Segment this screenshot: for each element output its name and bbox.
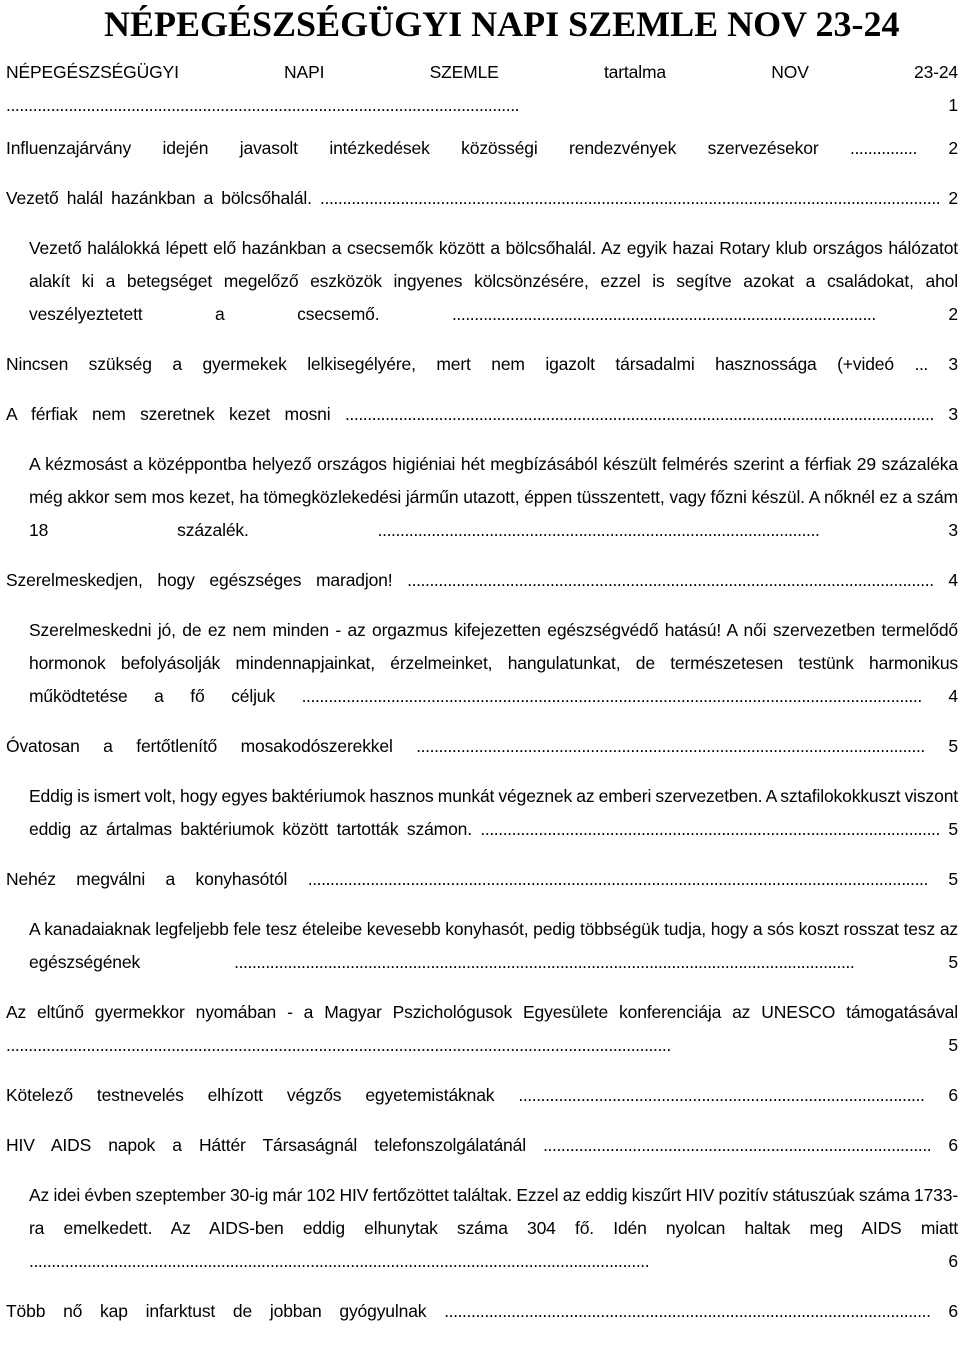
dot-leader: ... <box>914 354 928 374</box>
toc-entry-page: 5 <box>948 736 958 756</box>
toc-entry-page: 1 <box>948 95 958 115</box>
toc-entry-text: Eddig is ismert volt, hogy egyes baktériumok hasznos munkát végeznek az emberi szervezetben. A sztafilokokkuszt viszont eddig az ártalmas baktériumok között tartották számon. <box>29 786 958 839</box>
document-title: NÉPEGÉSZSÉGÜGYI NAPI SZEMLE NOV 23-24 <box>104 4 900 44</box>
toc-entry[interactable] <box>6 1179 958 1278</box>
toc-entry-text: Az idei évben szeptember 30-ig már 102 HIV fertőzöttet találtak. Ezzel az eddig kiszűrt HIV pozitív státuszúak száma 1733-ra emelkedett. Az AIDS-ben eddig elhunytak száma 304 fő. Idén nyolcan haltak meg AIDS miatt <box>29 1185 958 1238</box>
dot-leader: ............... <box>850 138 917 158</box>
dot-leader: ........................................................................................... <box>518 1085 925 1105</box>
toc-entry-page: 2 <box>948 188 958 208</box>
toc-entry-text: NÉPEGÉSZSÉGÜGYI NAPI SZEMLE tartalma NOV 23-24 <box>6 62 958 82</box>
toc-entry[interactable] <box>6 1129 958 1162</box>
toc-entry[interactable] <box>6 56 958 122</box>
toc-entry[interactable] <box>6 348 958 381</box>
dot-leader: ........................................................................................................................................... <box>29 1251 650 1271</box>
dot-leader: ........................................................................................................................................... <box>234 952 855 972</box>
dot-leader: ....................................................................................................... <box>480 819 940 839</box>
toc-entry[interactable] <box>6 996 958 1062</box>
toc-entry-page: 5 <box>948 1035 958 1055</box>
toc-entry-page: 6 <box>948 1251 958 1271</box>
toc-entry[interactable] <box>6 448 958 547</box>
toc-entry-page: 5 <box>948 869 958 889</box>
toc-entry[interactable] <box>6 780 958 846</box>
toc-entry[interactable] <box>6 614 958 713</box>
toc-entry-page: 2 <box>948 304 958 324</box>
toc-entry-page: 4 <box>948 570 958 590</box>
toc-entry-page: 6 <box>948 1301 958 1321</box>
toc-entry-page: 6 <box>948 1135 958 1155</box>
dot-leader: ........................................................................................................................................... <box>307 869 928 889</box>
dot-leader: .................................................................................................................................... <box>344 404 934 424</box>
toc-entry-text: Óvatosan a fertőtlenítő mosakodószerekkel <box>6 736 393 756</box>
toc-entry-page: 5 <box>948 819 958 839</box>
toc-entry[interactable] <box>6 132 958 165</box>
toc-entry-text: Influenzajárvány idején javasolt intézkedések közösségi rendezvények szervezésekor <box>6 138 819 158</box>
toc-entry-text: Az eltűnő gyermekkor nyomában - a Magyar Pszichológusok Egyesülete konferenciája az UNESCO támogatásával <box>6 1002 958 1022</box>
dot-leader: ............................................................................................................. <box>444 1301 931 1321</box>
dot-leader: ................................................................................................... <box>377 520 820 540</box>
dot-leader: ........................................................................................................................................... <box>320 188 941 208</box>
toc-entry[interactable] <box>6 398 958 431</box>
toc-entry[interactable] <box>6 913 958 979</box>
toc-entry[interactable] <box>6 182 958 215</box>
dot-leader: ............................................................................................... <box>451 304 876 324</box>
toc-entry-page: 4 <box>948 686 958 706</box>
toc-entry[interactable] <box>6 564 958 597</box>
toc-entry-page: 3 <box>948 354 958 374</box>
toc-entry[interactable] <box>6 730 958 763</box>
dot-leader: .................................................................................................................. <box>416 736 925 756</box>
toc-entry-text: Vezető halál hazánkban a bölcsőhalál. <box>6 188 312 208</box>
toc-entry-text: A kanadaiaknak legfeljebb fele tesz ételeibe kevesebb konyhasót, pedig többségük tudja, hogy a sós koszt rosszat tesz az egészségének <box>29 919 958 972</box>
toc-entry-text: Nehéz megválni a konyhasótól <box>6 869 288 889</box>
toc-entry[interactable] <box>6 1079 958 1112</box>
dot-leader: ..................................................................................................................................................... <box>6 1035 671 1055</box>
toc-entry[interactable] <box>6 232 958 331</box>
toc-entry-text: Több nő kap infarktust de jobban gyógyulnak <box>6 1301 427 1321</box>
dot-leader: ....................................................................................... <box>543 1135 932 1155</box>
toc-entry-text: A kézmosást a középpontba helyező országos higiéniai hét megbízásából készült felmérés szerint a férfiak 29 százaléka még akkor sem mos kezet, ha tömegközlekedési járműn utazott, éppen tüsszentett, vagy főzni készül. A nőknél ez a szám 18 százalék. <box>29 454 958 540</box>
dot-leader: ...................................................................................................................... <box>407 570 934 590</box>
toc-entry-page: 2 <box>948 138 958 158</box>
toc-entry-text: Nincsen szükség a gyermekek lelkisegélyére, mert nem igazolt társadalmi hasznossága (+videó <box>6 354 894 374</box>
toc-entry-text: Szerelmeskedjen, hogy egészséges maradjon! <box>6 570 393 590</box>
toc-entry-page: 6 <box>948 1085 958 1105</box>
dot-leader: ........................................................................................................................................... <box>301 686 922 706</box>
toc-entry-text: A férfiak nem szeretnek kezet mosni <box>6 404 331 424</box>
toc-entry-text: HIV AIDS napok a Háttér Társaságnál telefonszolgálatánál <box>6 1135 526 1155</box>
table-of-contents <box>6 56 958 1345</box>
toc-entry-text: Kötelező testnevelés elhízott végzős egyetemistáknak <box>6 1085 495 1105</box>
dot-leader: ................................................................................................................... <box>6 95 520 115</box>
toc-entry-page: 5 <box>948 952 958 972</box>
toc-entry-page: 3 <box>948 404 958 424</box>
toc-entry-text: Szerelmeskedni jó, de ez nem minden - az orgazmus kifejezetten egészségvédő hatású! A női szervezetben termelődő hormonok befolyásolják mindennapjainkat, érzelmeinket, hangulatunkat, de természetesen testünk harmonikus működtetése a fő céljuk <box>29 620 958 706</box>
toc-entry[interactable] <box>6 1295 958 1328</box>
toc-entry-page: 3 <box>948 520 958 540</box>
toc-entry[interactable] <box>6 863 958 896</box>
toc-entry-text: Vezető halálokká lépett elő hazánkban a csecsemők között a bölcsőhalál. Az egyik hazai Rotary klub országos hálózatot alakít ki a betegséget megelőző eszközök ingyenes kölcsönzésére, ezzel is segítve azokat a családokat, ahol veszélyeztetett a csecsemő. <box>29 238 958 324</box>
